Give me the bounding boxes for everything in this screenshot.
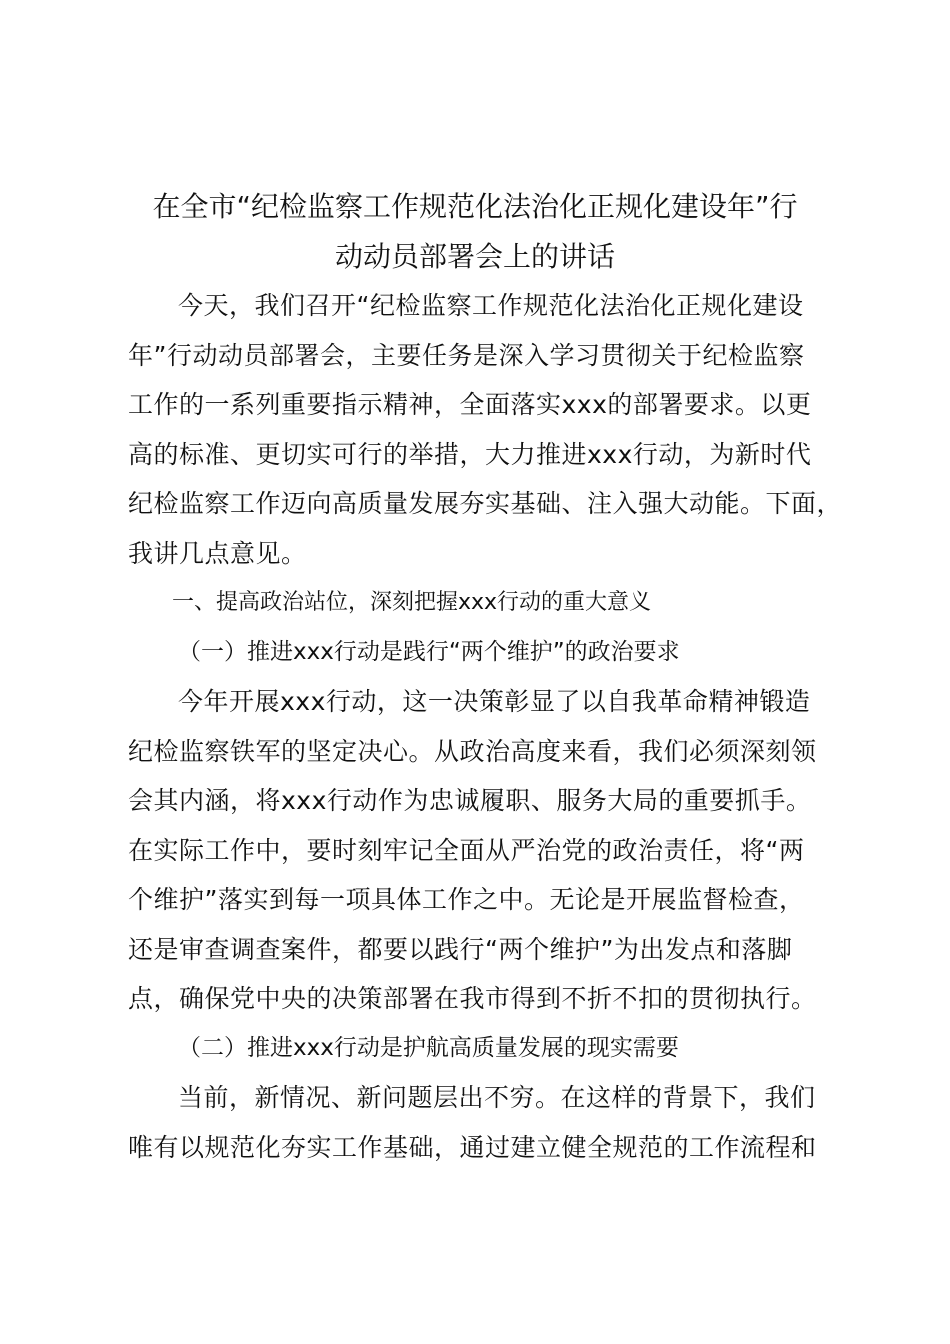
section-heading: 一、提高政治站位，深刻把握xxx行动的重大意义: [172, 590, 652, 615]
document-body: [128, 281, 858, 1172]
paragraph-line: 在实际工作中，要时刻牢记全面从严治党的政治责任，将“两: [128, 835, 805, 865]
paragraph-line: 高的标准、更切实可行的举措，大力推进xxx行动，为新时代: [128, 439, 812, 469]
title-line-1: 在全市“纪检监察工作规范化法治化正规化建设年”行: [152, 190, 798, 223]
paragraph-line: 会其内涵，将xxx行动作为忠诚履职、服务大局的重要抓手。: [128, 786, 812, 815]
paragraph-line: 纪检监察铁军的坚定决心。从政治高度来看，我们必须深刻领: [128, 736, 817, 766]
title-line-2: 动动员部署会上的讲话: [334, 240, 615, 273]
paragraph-line: 今天，我们召开“纪检监察工作规范化法治化正规化建设: [178, 291, 804, 320]
paragraph-line: 工作的一系列重要指示精神，全面落实xxx的部署要求。以更: [128, 390, 812, 419]
paragraph-line: 还是审查调查案件，都要以践行“两个维护”为出发点和落脚: [128, 934, 793, 964]
paragraph-line: 点，确保党中央的决策部署在我市得到不折不扣的贯彻执行。: [128, 984, 817, 1013]
paragraph-line: 个维护”落实到每一项具体工作之中。无论是开展监督检查，: [128, 885, 805, 914]
paragraph-line: 我讲几点意见。: [128, 538, 307, 568]
paragraph-line: 当前，新情况、新问题层出不穷。在这样的背景下，我们: [178, 1083, 816, 1112]
paragraph-line: 今年开展xxx行动，这一决策彰显了以自我革命精神锻造: [178, 687, 811, 716]
document-title: [120, 182, 830, 282]
paragraph-line: 纪检监察工作迈向高质量发展夯实基础、注入强大动能。下面，: [128, 489, 843, 518]
subsection-heading: （二）推进xxx行动是护航高质量发展的现实需要: [178, 1034, 679, 1061]
subsection-heading: （一）推进xxx行动是践行“两个维护”的政治要求: [178, 638, 680, 665]
paragraph-line: 唯有以规范化夯实工作基础，通过建立健全规范的工作流程和: [128, 1132, 817, 1162]
paragraph-line: 年”行动动员部署会，主要任务是深入学习贯彻关于纪检监察: [128, 340, 805, 370]
